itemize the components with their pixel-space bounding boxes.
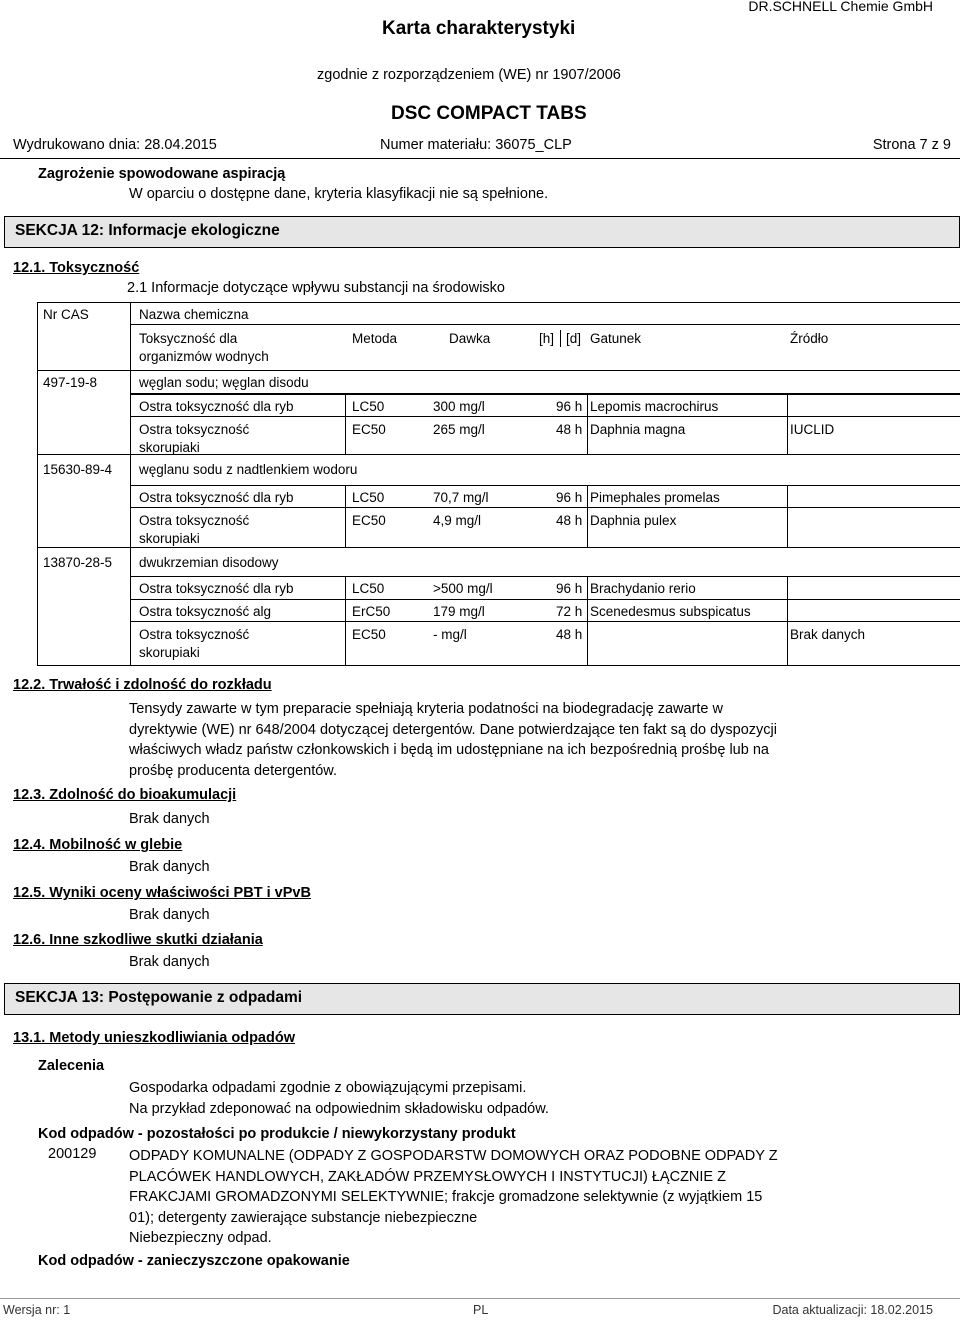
tox-time: 96 h [556, 581, 583, 596]
tox-species: Daphnia magna [590, 422, 686, 437]
subsection-12-3: 12.3. Zdolność do bioakumulacji [13, 787, 237, 803]
header-d: [d] [566, 331, 582, 346]
substance-name: węglanu sodu z nadtlenkiem wodoru [139, 462, 358, 477]
header-method: Metoda [352, 331, 398, 346]
aspiration-text: W oparciu o dostępne dane, kryteria klasyfikacji nie są spełnione. [129, 186, 549, 202]
substance-cas: 13870-28-5 [43, 555, 113, 570]
subsection-12-2: 12.2. Trwałość i zdolność do rozkładu [13, 677, 272, 693]
tox-species: Pimephales promelas [590, 490, 720, 505]
header-source: Źródło [790, 331, 829, 346]
tox-type: Ostra toksyczność dla ryb [139, 399, 294, 414]
tox-dose: 179 mg/l [433, 604, 485, 619]
footer-language: PL [473, 1303, 489, 1317]
recommendation-line: Na przykład zdeponować na odpowiednim składowisku odpadów. [129, 1100, 549, 1117]
tox-row [130, 416, 960, 455]
mobility-text: Brak danych [129, 859, 210, 875]
other-effects-text: Brak danych [129, 954, 210, 970]
table-caption: 2.1 Informacje dotyczące wpływu substancji na środowisko [127, 280, 505, 296]
waste-line: ODPADY KOMUNALNE (ODPADY Z GOSPODARSTW DOMOWYCH ORAZ PODOBNE ODPADY Z [129, 1148, 778, 1164]
tox-species: Daphnia pulex [590, 513, 677, 528]
document-title: Karta charakterystyki [382, 18, 576, 39]
substance-name: węglan sodu; węglan disodu [139, 375, 309, 390]
recommendation-line: Gospodarka odpadami zgodnie z obowiązującymi przepisami. [129, 1080, 527, 1096]
tox-time: 72 h [556, 604, 583, 619]
recommendations-text [129, 1078, 929, 1119]
page-number: Strona 7 z 9 [872, 137, 951, 153]
header-toxicity-2: organizmów wodnych [139, 349, 269, 364]
footer-divider [0, 1298, 960, 1299]
subsection-12-6: 12.6. Inne szkodliwe skutki działania [13, 932, 263, 948]
waste-line: PLACÓWEK HANDLOWYCH, ZAKŁADÓW PRZEMYSŁOWYCH I INSTYTUCJI) ŁĄCZNIE Z [129, 1168, 726, 1185]
tox-time: 96 h [556, 490, 583, 505]
tox-method: LC50 [352, 581, 385, 596]
tox-type: Ostra toksyczność dla ryb [139, 490, 294, 505]
tox-method: LC50 [352, 490, 385, 505]
degradation-text [129, 699, 929, 781]
name-header-cell [130, 302, 960, 325]
header-h: [h] [539, 331, 555, 346]
aspiration-heading: Zagrożenie spowodowane aspiracją [38, 166, 286, 182]
tox-type: Ostra toksyczność [139, 627, 250, 642]
tox-row [130, 507, 960, 548]
waste-line: FRAKCJAMI GROMADZONYMI SELEKTYWNIE; frakcje gromadzone selektywnie (z wyjątkiem 15 [129, 1189, 763, 1205]
tox-dose: 4,9 mg/l [433, 513, 482, 528]
tox-time: 96 h [556, 399, 583, 414]
waste-code-heading: Kod odpadów - pozostałości po produkcie / niewykorzystany produkt [38, 1126, 516, 1142]
tox-dose: 70,7 mg/l [433, 490, 489, 505]
subsection-12-1: 12.1. Toksyczność [13, 260, 140, 276]
tox-type: Ostra toksyczność [139, 513, 250, 528]
tox-method: EC50 [352, 627, 386, 642]
header-dose: Dawka [449, 331, 491, 346]
substance-name: dwukrzemian disodowy [139, 555, 279, 570]
tox-dose: 265 mg/l [433, 422, 485, 437]
header-name: Nazwa chemiczna [139, 307, 249, 322]
subsection-12-4: 12.4. Mobilność w glebie [13, 837, 183, 853]
tox-time: 48 h [556, 627, 583, 642]
tox-method: LC50 [352, 399, 385, 414]
tox-type: Ostra toksyczność alg [139, 604, 272, 619]
product-name: DSC COMPACT TABS [391, 103, 587, 124]
tox-method: EC50 [352, 422, 386, 437]
company-name: DR.SCHNELL Chemie GmbH [748, 0, 933, 14]
recommendations-label: Zalecenia [38, 1058, 105, 1074]
substance-cas: 15630-89-4 [43, 462, 113, 477]
tox-species: Lepomis macrochirus [590, 399, 719, 414]
tox-species: Brachydanio rerio [590, 581, 696, 596]
pbt-text: Brak danych [129, 907, 210, 923]
bioaccumulation-text: Brak danych [129, 811, 210, 827]
tox-dose: 300 mg/l [433, 399, 485, 414]
waste-code-description [129, 1146, 949, 1249]
header-cas: Nr CAS [43, 307, 89, 322]
tox-type-2: skorupiaki [139, 440, 200, 455]
print-date: Wydrukowano dnia: 28.04.2015 [13, 137, 217, 153]
degradation-line: właściwych władz państw członkowskich i będą im udostępniane na ich bezpośrednią prośbę lub na [129, 742, 769, 758]
section-12-title: SEKCJA 12: Informacje ekologiczne [15, 222, 280, 239]
substance-cas: 497-19-8 [43, 375, 98, 390]
material-number: Numer materiału: 36075_CLP [380, 137, 572, 153]
header-species: Gatunek [590, 331, 642, 346]
tox-time: 48 h [556, 513, 583, 528]
tox-type: Ostra toksyczność dla ryb [139, 581, 294, 596]
subsection-13-1: 13.1. Metody unieszkodliwiania odpadów [13, 1030, 295, 1046]
subsection-12-5: 12.5. Wyniki oceny właściwości PBT i vPvB [13, 885, 311, 901]
tox-dose: >500 mg/l [433, 581, 493, 596]
regulation-text: zgodnie z rozporządzeniem (WE) nr 1907/2006 [317, 67, 621, 83]
degradation-line: Tensydy zawarte w tym preparacie spełniają kryteria podatności na biodegradację zawarte w [129, 701, 723, 717]
tox-type-2: skorupiaki [139, 531, 200, 546]
degradation-line: dyrektywie (WE) nr 648/2004 dotyczącej detergentów. Dane potwierdzające ten fakt są do dyspozycji [129, 721, 778, 738]
tox-type: Ostra toksyczność [139, 422, 250, 437]
tox-time: 48 h [556, 422, 583, 437]
header-toxicity: Toksyczność dla [139, 331, 238, 346]
tox-type-2: skorupiaki [139, 645, 200, 660]
packaging-heading: Kod odpadów - zanieczyszczone opakowanie [38, 1253, 350, 1269]
header-divider [0, 158, 960, 159]
section-13-title: SEKCJA 13: Postępowanie z odpadami [15, 989, 303, 1006]
tox-source: IUCLID [790, 422, 835, 437]
footer-version: Wersja nr: 1 [3, 1303, 71, 1317]
waste-line: 01); detergenty zawierające substancje niebezpieczne [129, 1209, 478, 1226]
tox-source: Brak danych [790, 627, 866, 642]
footer-updated: Data aktualizacji: 18.02.2015 [772, 1303, 933, 1317]
tox-dose: - mg/l [433, 627, 467, 642]
waste-code: 200129 [48, 1146, 97, 1162]
section-12-header [4, 216, 960, 248]
tox-species: Scenedesmus subspicatus [590, 604, 751, 619]
degradation-line: prośbę producenta detergentów. [129, 762, 337, 779]
waste-line: Niebezpieczny odpad. [129, 1230, 272, 1246]
tox-method: EC50 [352, 513, 386, 528]
tox-method: ErC50 [352, 604, 391, 619]
section-13-header [4, 983, 960, 1015]
